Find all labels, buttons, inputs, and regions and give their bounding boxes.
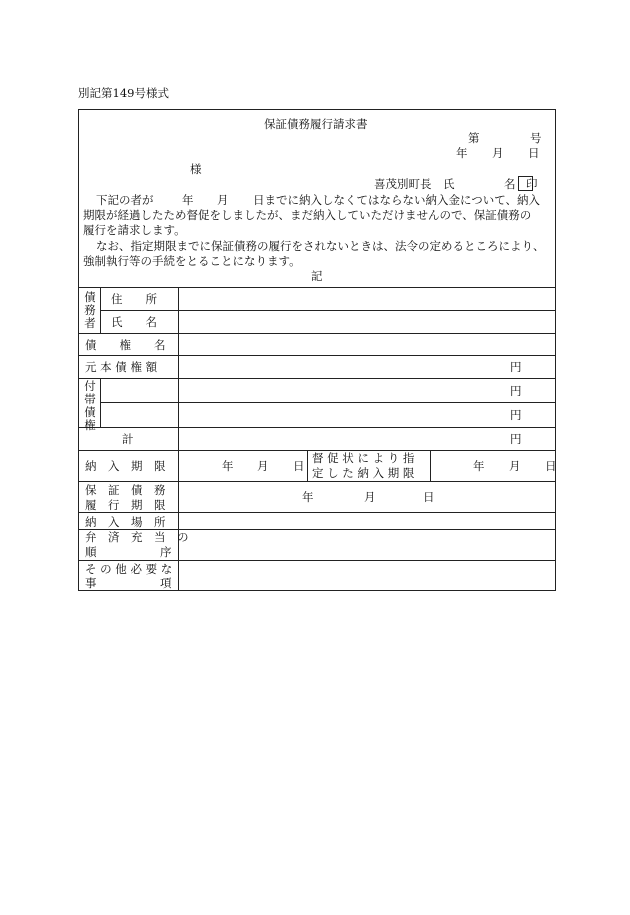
guarantee-day: 日: [423, 490, 435, 504]
address-label: 住 所: [111, 292, 157, 306]
reminder-label-line2: 定 し た 納 入 期 限: [312, 466, 415, 480]
debtor-group-rule: [100, 287, 101, 333]
attached-group-rule: [100, 378, 101, 427]
other-label-line2-b: 項: [160, 576, 172, 590]
debtor-group-label: 債務者: [84, 290, 96, 330]
rule-after-principal: [78, 378, 556, 379]
body-p1-line3: 履行を請求します。: [83, 223, 186, 237]
reminder-day: 日: [545, 459, 557, 473]
payment-place-label: 納 入 場 所: [85, 515, 166, 529]
number-go: 号: [530, 131, 542, 145]
ki-label: 記: [311, 269, 323, 283]
attached-yen-2: 円: [510, 408, 522, 422]
body-p2-line2: 強制執行等の手続をとることになります。: [83, 254, 301, 268]
rule-after-allocation: [78, 560, 556, 561]
issuer-seal: 印: [526, 177, 538, 191]
allocation-label-line1: 弁 済 充 当 の: [85, 530, 189, 544]
principal-yen: 円: [510, 360, 522, 374]
number-dai: 第: [468, 131, 480, 145]
body-p1-rest: 日までに納入しなくてはならない納入金について、納入: [253, 193, 541, 207]
rule-after-claim: [78, 355, 556, 356]
rule-after-debtor: [78, 333, 556, 334]
other-label-line2-a: 事: [85, 576, 97, 590]
rule-after-deadline: [78, 481, 556, 482]
guarantee-month: 月: [364, 490, 376, 504]
attached-group-label: 付帯債権: [84, 379, 96, 432]
table-top-rule: [78, 287, 556, 288]
attached-yen-1: 円: [510, 384, 522, 398]
deadline-day: 日: [293, 459, 305, 473]
body-p1-line2: 期限が経過したため督促をしましたが、まだ納入していただけませんので、保証債務の: [83, 208, 532, 222]
document-title: 保証債務履行請求書: [264, 117, 368, 131]
issuer-name-label: 喜茂別町長 氏: [374, 177, 455, 191]
deadline-year: 年: [222, 459, 234, 473]
date-year: 年: [456, 146, 468, 160]
date-day: 日: [528, 146, 540, 160]
guarantee-year: 年: [302, 490, 314, 504]
body-p2-line1: なお、指定期限までに保証債務の履行をされないときは、法令の定めるところにより、: [96, 239, 545, 253]
rule-after-attached: [78, 427, 556, 428]
principal-label: 元 本 債 権 額: [85, 360, 158, 374]
body-p1-month: 月: [217, 193, 229, 207]
body-p1-pre: 下記の者が: [96, 193, 154, 207]
other-label-line1: そ の 他 必 要 な: [85, 562, 173, 576]
addressee-sama: 様: [190, 162, 202, 176]
allocation-label-line2-b: 序: [160, 545, 172, 559]
reminder-label-line1: 督 促 状 に よ り 指: [312, 451, 415, 465]
reminder-right-rule: [430, 450, 431, 481]
deadline-month: 月: [257, 459, 269, 473]
name-label: 氏 名: [111, 315, 157, 329]
rule-after-guarantee: [78, 512, 556, 513]
label-column-rule: [178, 287, 179, 591]
date-month: 月: [492, 146, 504, 160]
total-yen: 円: [510, 432, 522, 446]
reminder-year: 年: [473, 459, 485, 473]
guarantee-label-line2: 履 行 期 限: [85, 498, 166, 512]
claim-name-label: 債 権 名: [85, 338, 166, 352]
rule-debtor-mid: [100, 310, 556, 311]
rule-attached-mid: [100, 402, 556, 403]
total-label: 計: [122, 432, 134, 446]
allocation-label-line2-a: 順: [85, 545, 97, 559]
form-number-label: 別記第149号様式: [78, 86, 169, 100]
issuer-mei: 名: [504, 177, 516, 191]
guarantee-label-line1: 保 証 債 務: [85, 483, 166, 497]
reminder-month: 月: [509, 459, 521, 473]
body-p1-year: 年: [182, 193, 194, 207]
reminder-left-rule: [307, 450, 308, 481]
payment-deadline-label: 納 入 期 限: [85, 459, 166, 473]
